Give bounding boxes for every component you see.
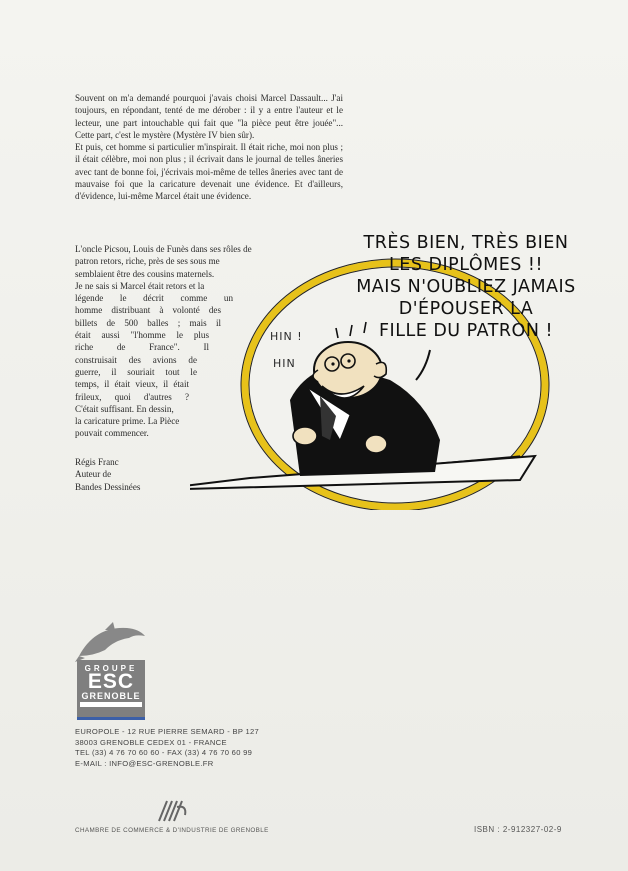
logo-grenoble: GRENOBLE [81, 691, 141, 701]
body-line: homme distribuant à volonté des [75, 305, 221, 316]
speech-line: TRÈS BIEN, TRÈS BIEN [363, 233, 569, 253]
speech-line: MAIS N'OUBLIEZ JAMAIS [356, 277, 576, 297]
sound-effect: HIN [273, 357, 296, 370]
body-line: patron retors, riche, près de ses sous me [75, 256, 220, 267]
body-line: était aussi "l'homme le plus [75, 330, 209, 341]
isbn: ISBN : 2-912327-02-9 [474, 825, 562, 834]
body-line: guerre, il souriait tout le [75, 366, 197, 377]
signature-role: Auteur de [75, 469, 112, 480]
body-line: temps, il était vieux, il était [75, 379, 189, 390]
cci-name: CHAMBRE DE COMMERCE & D'INDUSTRIE DE GRENOBLE [75, 827, 269, 834]
eye [347, 359, 350, 362]
body-line: Je ne sais si Marcel était retors et la [75, 280, 205, 291]
body-line: légende le décrit comme un [75, 293, 233, 304]
intro-paragraph-2: Et puis, cet homme si particulier m'inspirait. Il était riche, moi non plus ; il était célèbre, moi non plus ; il écrivait dans le journal de telles âneries avec tant de bonne foi, j'écrivais moi-même de telles âneries avec tant de mauvaise foi que la caricature devenait une évidence. Et d'ailleurs, d'évidence, lui-même Marcel était une évidence. [75, 142, 343, 202]
body-line: la caricature prime. La Pièce [75, 416, 180, 427]
logo-box [77, 660, 145, 717]
dolphin-icon [75, 620, 147, 664]
address-line: 38003 GRENOBLE CEDEX 01 - FRANCE [75, 737, 227, 747]
body-line: semblaient être des cousins maternels. [75, 268, 215, 279]
body-line: pouvait commencer. [75, 428, 149, 439]
signature-name: Régis Franc [75, 457, 119, 467]
body-line: C'était suffisant. En dessin, [75, 403, 174, 414]
address-line: E-MAIL : INFO@ESC-GRENOBLE.FR [75, 758, 214, 768]
signature-role: Bandes Dessinées [75, 481, 141, 492]
speech-bubble [330, 232, 602, 342]
body-line: billets de 500 balles ; mais il [75, 317, 221, 328]
body-line: L'oncle Picsou, Louis de Funès dans ses rôles de [75, 244, 252, 254]
body-line: frileux, quoi d'autres ? [75, 391, 189, 402]
hand [293, 427, 317, 445]
speech-line: FILLE DU PATRON ! [378, 321, 554, 341]
logo-subline [80, 702, 142, 707]
speech-line: LES DIPLÔMES !! [389, 255, 543, 275]
logo-groupe: GROUPE [84, 664, 138, 673]
body-line: riche de France". Il [75, 342, 209, 353]
hand [365, 435, 387, 453]
logo-blue-bar [77, 717, 145, 720]
intro-paragraph-1: Souvent on m'a demandé pourquoi j'avais choisi Marcel Dassault... J'ai toujours, en répondant, tenté de me dérober : il y a entre l'auteur et le lecteur, une part intouchable qui fait que "la pièce peut être jouée"... Cette part, c'est le mystère (Mystère IV bien sûr). [75, 93, 343, 140]
address-line: TEL (33) 4 76 70 60 60 - FAX (33) 4 76 70 60 99 [75, 748, 253, 758]
sound-effect: HIN ! [270, 330, 303, 343]
eye [331, 362, 334, 365]
address-line: EUROPOLE - 12 RUE PIERRE SEMARD - BP 127 [75, 727, 260, 736]
body-line: construisait des avions de [75, 354, 197, 365]
cci-logo-icon [157, 797, 189, 823]
signature [75, 456, 185, 493]
logo-esc: ESC [87, 670, 135, 693]
esc-grenoble-logo [75, 620, 147, 720]
bald-head [314, 342, 382, 398]
intro-text [75, 92, 343, 203]
address-block [75, 727, 259, 769]
speech-line: D'ÉPOUSER LA [398, 299, 534, 319]
